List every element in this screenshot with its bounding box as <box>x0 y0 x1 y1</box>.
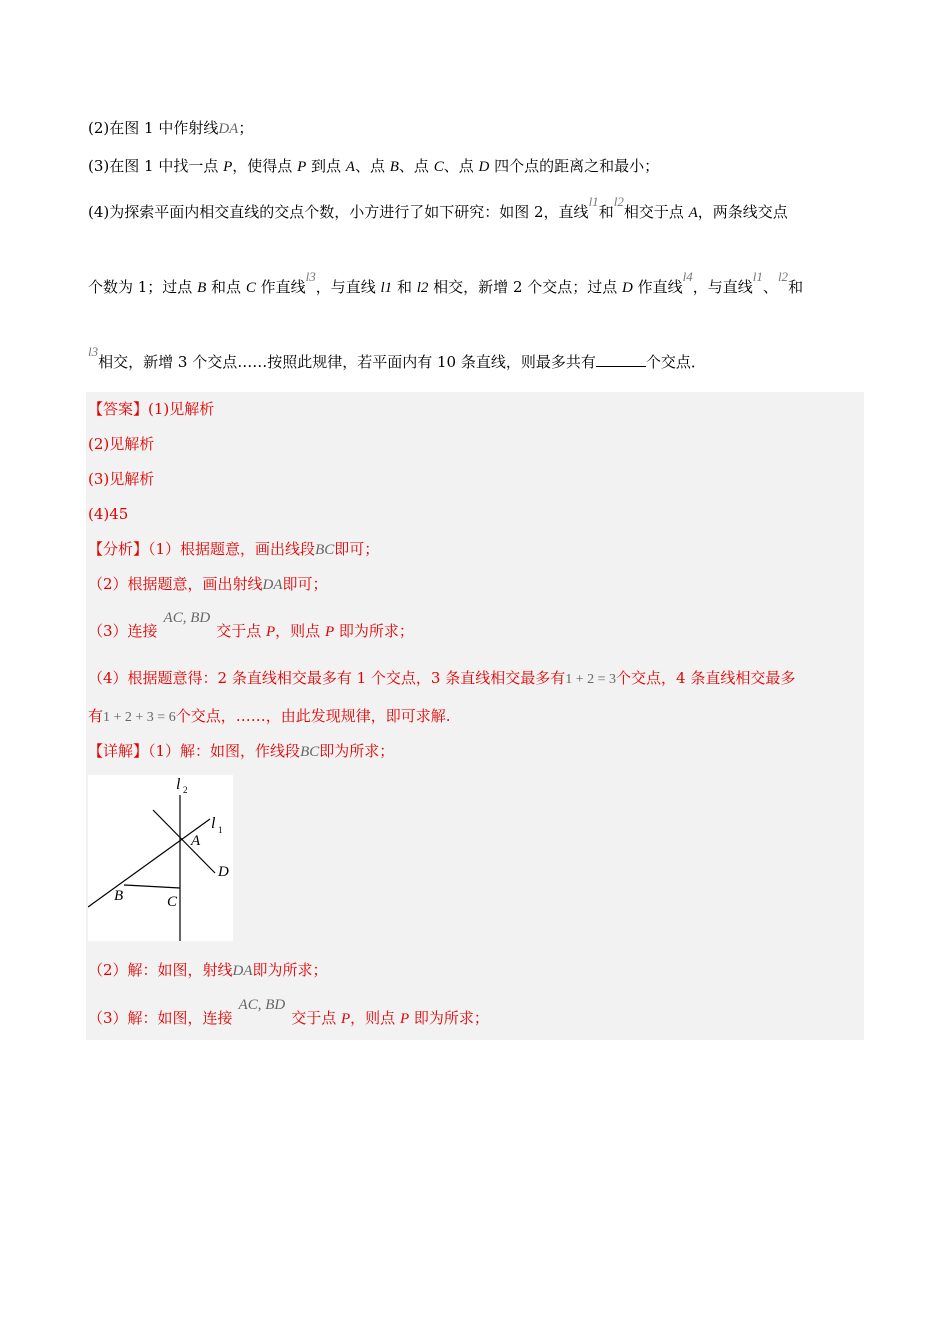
label-b: B <box>114 888 124 904</box>
question-3: (3)在图 1 中找一点 P，使得点 P 到点 A、点 B、点 C、点 D 四个点的距离之和最小； <box>88 157 660 175</box>
analysis-1: 【分析】（1）根据题意，画出线段BC即可； <box>88 540 380 558</box>
segment-bc <box>124 885 180 888</box>
analysis-3: （3）连接AC, BD交于点 P，则点 P 即为所求； <box>88 610 414 640</box>
label-c: C <box>167 894 178 910</box>
question-4-line-1: (4)为探索平面内相交直线的交点个数，小方进行了如下研究：如图 2，直线l1和l2相交于点 A，两条线交点 <box>88 194 788 221</box>
analysis-4-line-2: 有1 + 2 + 3 = 6个交点，……，由此发现规律，即可求解. <box>88 707 451 725</box>
question-2: (2)在图 1 中作射线DA； <box>88 119 254 137</box>
label-d: D <box>218 864 229 880</box>
analysis-2: （2）根据题意，画出射线DA即可； <box>88 575 328 593</box>
detail-1: 【详解】（1）解：如图，作线段BC即为所求； <box>88 742 395 760</box>
answer-line-1: 【答案】(1)见解析 <box>88 400 215 418</box>
question-4-line-2: 个数为 1；过点 B 和点 C 作直线l3，与直线 l1 和 l2 相交，新增 2 个交点；过点 D 作直线l4，与直线l1、l2和 <box>88 269 804 296</box>
question-4-line-3: l3相交，新增 3 个交点……按照此规律，若平面内有 10 条直线，则最多共有 个交点． <box>88 344 706 371</box>
detail-2: （2）解：如图，射线DA即为所求； <box>88 961 328 979</box>
answer-blank <box>596 352 646 367</box>
ray-da <box>153 810 215 873</box>
label-a: A <box>191 833 201 849</box>
answer-line-2: (2)见解析 <box>88 435 155 453</box>
label-l2: l <box>176 776 181 793</box>
label-l2-sub: 2 <box>183 785 188 795</box>
geometry-figure <box>88 775 233 941</box>
geometry-figure-svg <box>88 775 233 941</box>
analysis-4-line-1: （4）根据题意得：2 条直线相交最多有 1 个交点，3 条直线相交最多有1 + 2 = 3个交点，4 条直线相交最多 <box>88 669 796 687</box>
answer-line-3: (3)见解析 <box>88 470 155 488</box>
label-l1-sub: 1 <box>218 825 223 835</box>
label-l1: l <box>211 815 216 832</box>
detail-3: （3）解：如图，连接AC, BD交于点 P，则点 P 即为所求； <box>88 997 489 1027</box>
answer-line-4: (4)45 <box>88 505 129 523</box>
